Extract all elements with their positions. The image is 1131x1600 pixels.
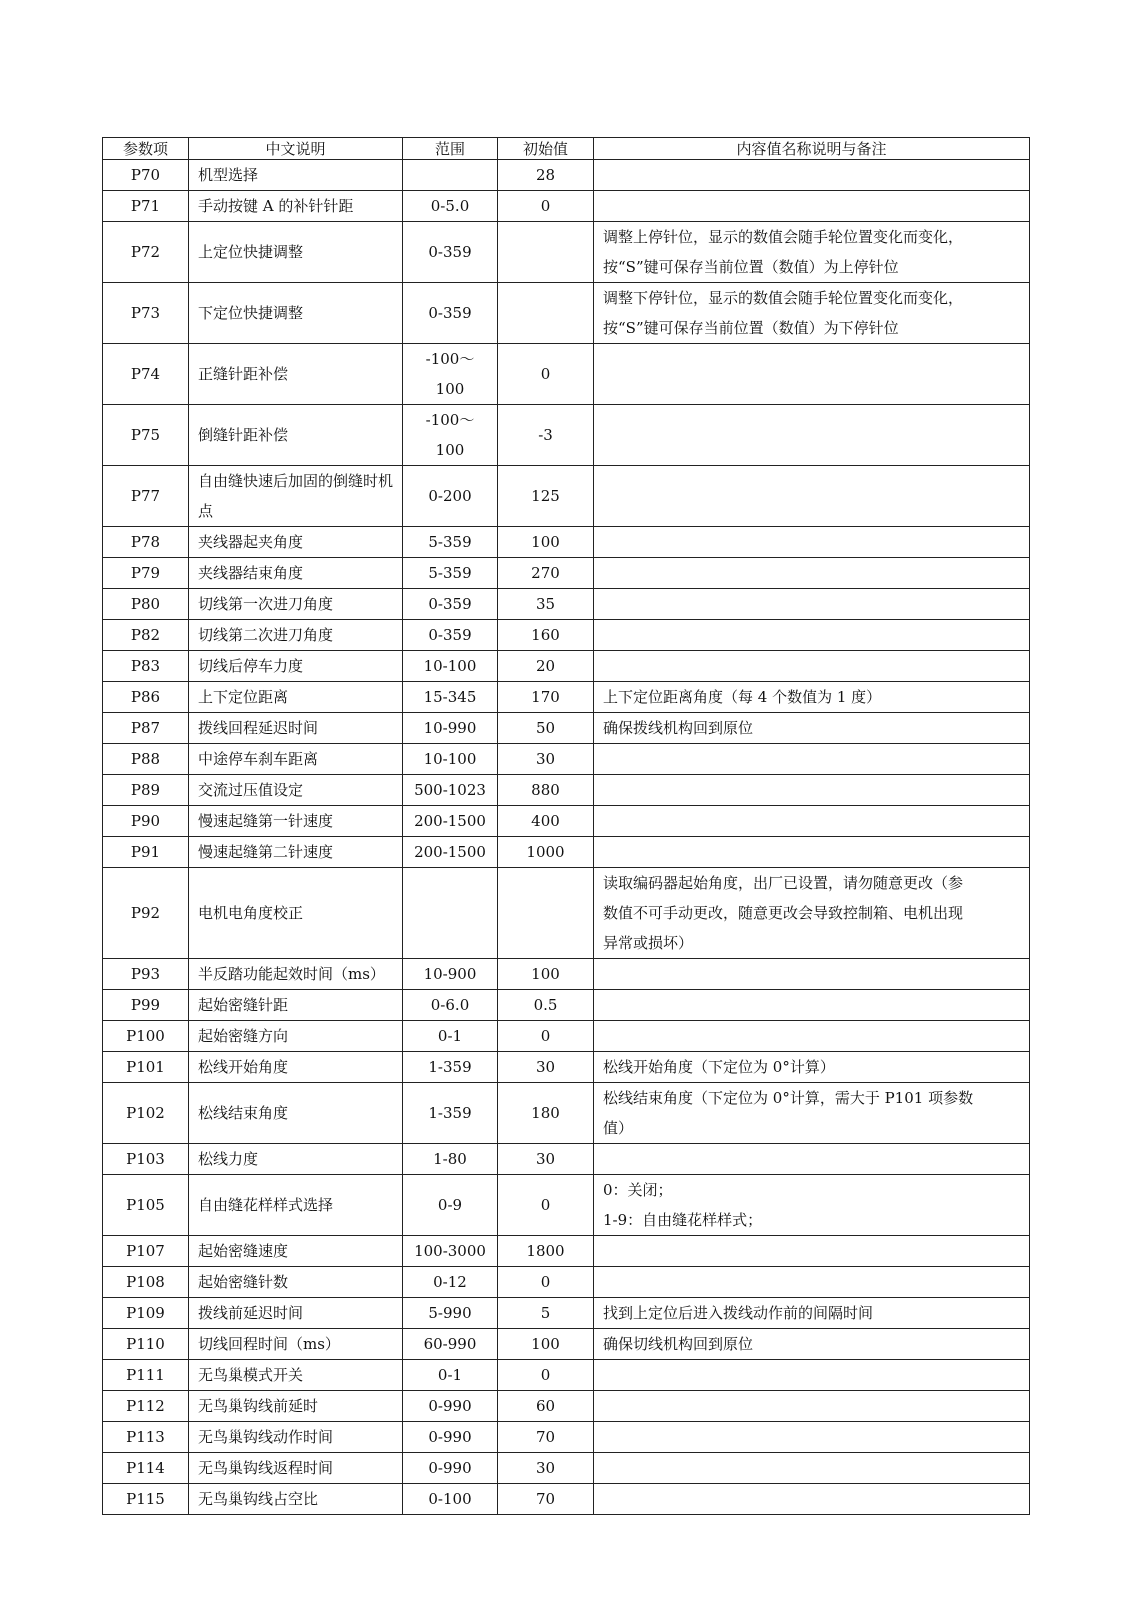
- param-note-cell: [594, 806, 1030, 837]
- table-row: [103, 1267, 1030, 1298]
- param-default-cell: 0: [498, 1267, 594, 1298]
- param-default-cell: 270: [498, 558, 594, 589]
- param-note-cell: [594, 959, 1030, 990]
- param-range-cell: 0-12: [403, 1267, 498, 1298]
- param-description-cell: 起始密缝速度: [189, 1236, 403, 1267]
- table-row: [103, 990, 1030, 1021]
- param-note-cell: [594, 160, 1030, 191]
- param-description-cell: 无鸟巢钩线前延时: [189, 1391, 403, 1422]
- table-row: [103, 1083, 1030, 1144]
- param-description-cell: 切线后停车力度: [189, 651, 403, 682]
- param-note-cell: [594, 1360, 1030, 1391]
- param-note-cell: [594, 1144, 1030, 1175]
- param-note-cell: [594, 1052, 1030, 1083]
- param-default-cell: 880: [498, 775, 594, 806]
- param-description-cell: 自由缝快速后加固的倒缝时机点: [189, 466, 403, 527]
- table-row: [103, 191, 1030, 222]
- table-row: [103, 744, 1030, 775]
- header-range: 范围: [403, 138, 498, 160]
- param-note-cell: [594, 651, 1030, 682]
- param-default-cell: 0.5: [498, 990, 594, 1021]
- param-description-cell: 自由缝花样样式选择: [189, 1175, 403, 1236]
- table-row: [103, 160, 1030, 191]
- param-code-cell: P87: [103, 713, 189, 744]
- table-row: [103, 1422, 1030, 1453]
- param-code-cell: P101: [103, 1052, 189, 1083]
- note-line: 松线开始角度（下定位为 0°计算）: [603, 1058, 835, 1076]
- param-default-cell: 100: [498, 527, 594, 558]
- param-range-cell: 0-1: [403, 1360, 498, 1391]
- note-line: 上下定位距离角度（每 4 个数值为 1 度）: [603, 688, 882, 706]
- note-line: 读取编码器起始角度，出厂已设置，请勿随意更改（参: [603, 874, 964, 892]
- table-row: [103, 1236, 1030, 1267]
- param-default-cell: 100: [498, 959, 594, 990]
- param-description-cell: 松线开始角度: [189, 1052, 403, 1083]
- param-description-cell: 倒缝针距补偿: [189, 405, 403, 466]
- param-description-cell: 起始密缝针数: [189, 1267, 403, 1298]
- table-row: [103, 1360, 1030, 1391]
- param-range-cell: 0-1: [403, 1021, 498, 1052]
- table-row: [103, 466, 1030, 527]
- note-line: 按“S”键可保存当前位置（数值）为上停针位: [603, 258, 899, 276]
- table-row: [103, 959, 1030, 990]
- param-code-cell: P113: [103, 1422, 189, 1453]
- param-description-cell: 切线回程时间（ms）: [189, 1329, 403, 1360]
- param-note-cell: [594, 1298, 1030, 1329]
- param-note-cell: [594, 589, 1030, 620]
- param-description-cell: 无鸟巢钩线返程时间: [189, 1453, 403, 1484]
- param-default-cell: 0: [498, 344, 594, 405]
- param-description-cell: 无鸟巢模式开关: [189, 1360, 403, 1391]
- param-description-cell: 上定位快捷调整: [189, 222, 403, 283]
- param-range-cell: [403, 868, 498, 959]
- param-range-cell: -100～100: [403, 405, 498, 466]
- param-range-cell: 200-1500: [403, 806, 498, 837]
- param-default-cell: 125: [498, 466, 594, 527]
- param-default-cell: 180: [498, 1083, 594, 1144]
- param-description-cell: 无鸟巢钩线占空比: [189, 1484, 403, 1515]
- header-note: 内容值名称说明与备注: [594, 138, 1030, 160]
- param-code-cell: P112: [103, 1391, 189, 1422]
- param-range-cell: 10-990: [403, 713, 498, 744]
- note-line: 找到上定位后进入拨线动作前的间隔时间: [603, 1304, 874, 1322]
- note-line: 松线结束角度（下定位为 0°计算，需大于 P101 项参数: [603, 1089, 974, 1107]
- param-code-cell: P83: [103, 651, 189, 682]
- param-description-cell: 电机电角度校正: [189, 868, 403, 959]
- param-default-cell: 30: [498, 1144, 594, 1175]
- param-note-cell: [594, 1484, 1030, 1515]
- param-default-cell: 20: [498, 651, 594, 682]
- param-default-cell: 30: [498, 1052, 594, 1083]
- param-note-cell: [594, 990, 1030, 1021]
- param-code-cell: P102: [103, 1083, 189, 1144]
- param-code-cell: P110: [103, 1329, 189, 1360]
- param-range-cell: 0-6.0: [403, 990, 498, 1021]
- table-row: [103, 775, 1030, 806]
- table-row: [103, 651, 1030, 682]
- param-code-cell: P70: [103, 160, 189, 191]
- param-note-cell: [594, 191, 1030, 222]
- param-description-cell: 切线第二次进刀角度: [189, 620, 403, 651]
- note-line: 值）: [603, 1119, 634, 1137]
- param-default-cell: 30: [498, 744, 594, 775]
- param-code-cell: P86: [103, 682, 189, 713]
- param-code-cell: P100: [103, 1021, 189, 1052]
- param-note-cell: [594, 1083, 1030, 1144]
- param-default-cell: 5: [498, 1298, 594, 1329]
- param-code-cell: P103: [103, 1144, 189, 1175]
- param-description-cell: 上下定位距离: [189, 682, 403, 713]
- table-row: [103, 1144, 1030, 1175]
- table-row: [103, 620, 1030, 651]
- table-row: [103, 1391, 1030, 1422]
- param-range-cell: 0-359: [403, 283, 498, 344]
- table-row: [103, 837, 1030, 868]
- param-range-cell: 0-359: [403, 222, 498, 283]
- table-row: [103, 1021, 1030, 1052]
- param-default-cell: 70: [498, 1422, 594, 1453]
- table-row: [103, 344, 1030, 405]
- param-description-cell: 拨线前延迟时间: [189, 1298, 403, 1329]
- note-line: 0：关闭；: [603, 1181, 673, 1199]
- param-range-cell: 1-359: [403, 1083, 498, 1144]
- param-note-cell: [594, 1267, 1030, 1298]
- note-line: 数值不可手动更改，随意更改会导致控制箱、电机出现: [603, 904, 964, 922]
- param-description-cell: 无鸟巢钩线动作时间: [189, 1422, 403, 1453]
- param-default-cell: 100: [498, 1329, 594, 1360]
- param-note-cell: [594, 1175, 1030, 1236]
- param-default-cell: 50: [498, 713, 594, 744]
- param-note-cell: [594, 344, 1030, 405]
- table-row: [103, 222, 1030, 283]
- note-line: 调整上停针位，显示的数值会随手轮位置变化而变化，: [603, 228, 964, 246]
- param-note-cell: [594, 527, 1030, 558]
- param-default-cell: [498, 868, 594, 959]
- param-note-cell: [594, 405, 1030, 466]
- param-default-cell: [498, 283, 594, 344]
- param-code-cell: P107: [103, 1236, 189, 1267]
- param-note-cell: [594, 744, 1030, 775]
- param-range-cell: 10-100: [403, 651, 498, 682]
- param-note-cell: [594, 466, 1030, 527]
- param-default-cell: 0: [498, 1175, 594, 1236]
- param-range-cell: 0-990: [403, 1453, 498, 1484]
- param-code-cell: P88: [103, 744, 189, 775]
- param-range-cell: -100～100: [403, 344, 498, 405]
- table-row: [103, 1484, 1030, 1515]
- param-default-cell: [498, 222, 594, 283]
- param-range-cell: 5-359: [403, 558, 498, 589]
- param-code-cell: P92: [103, 868, 189, 959]
- table-header-row: [103, 138, 1030, 160]
- table-row: [103, 527, 1030, 558]
- table-row: [103, 806, 1030, 837]
- param-default-cell: 28: [498, 160, 594, 191]
- param-range-cell: 10-100: [403, 744, 498, 775]
- param-code-cell: P73: [103, 283, 189, 344]
- param-description-cell: 正缝针距补偿: [189, 344, 403, 405]
- param-code-cell: P78: [103, 527, 189, 558]
- param-code-cell: P99: [103, 990, 189, 1021]
- param-default-cell: 70: [498, 1484, 594, 1515]
- param-default-cell: 170: [498, 682, 594, 713]
- note-line: 1-9：自由缝花样样式；: [603, 1211, 763, 1229]
- param-range-cell: 0-359: [403, 589, 498, 620]
- param-description-cell: 半反踏功能起效时间（ms）: [189, 959, 403, 990]
- table-row: [103, 1329, 1030, 1360]
- param-range-cell: 1-359: [403, 1052, 498, 1083]
- param-range-cell: 0-9: [403, 1175, 498, 1236]
- param-note-cell: [594, 775, 1030, 806]
- param-code-cell: P91: [103, 837, 189, 868]
- param-code-cell: P108: [103, 1267, 189, 1298]
- param-code-cell: P77: [103, 466, 189, 527]
- param-code-cell: P89: [103, 775, 189, 806]
- param-range-cell: 15-345: [403, 682, 498, 713]
- param-description-cell: 夹线器结束角度: [189, 558, 403, 589]
- param-note-cell: [594, 1236, 1030, 1267]
- param-range-cell: 60-990: [403, 1329, 498, 1360]
- param-description-cell: 下定位快捷调整: [189, 283, 403, 344]
- param-range-cell: 500-1023: [403, 775, 498, 806]
- param-code-cell: P74: [103, 344, 189, 405]
- param-code-cell: P79: [103, 558, 189, 589]
- param-default-cell: 400: [498, 806, 594, 837]
- param-default-cell: 0: [498, 191, 594, 222]
- param-code-cell: P82: [103, 620, 189, 651]
- param-default-cell: 1000: [498, 837, 594, 868]
- note-line: 异常或损坏）: [603, 934, 694, 952]
- param-note-cell: [594, 1453, 1030, 1484]
- param-note-cell: [594, 283, 1030, 344]
- table-row: [103, 1175, 1030, 1236]
- param-note-cell: [594, 558, 1030, 589]
- header-code: 参数项: [103, 138, 189, 160]
- table-row: [103, 405, 1030, 466]
- param-range-cell: 0-5.0: [403, 191, 498, 222]
- note-line: 按“S”键可保存当前位置（数值）为下停针位: [603, 319, 899, 337]
- table-body: [103, 160, 1030, 1515]
- note-line: 调整下停针位，显示的数值会随手轮位置变化而变化，: [603, 289, 964, 307]
- table-row: [103, 283, 1030, 344]
- param-code-cell: P72: [103, 222, 189, 283]
- param-default-cell: 0: [498, 1360, 594, 1391]
- param-default-cell: 160: [498, 620, 594, 651]
- param-default-cell: 30: [498, 1453, 594, 1484]
- param-code-cell: P71: [103, 191, 189, 222]
- param-range-cell: [403, 160, 498, 191]
- param-range-cell: 5-990: [403, 1298, 498, 1329]
- parameter-table: [102, 137, 1030, 1515]
- param-note-cell: [594, 222, 1030, 283]
- param-code-cell: P75: [103, 405, 189, 466]
- param-range-cell: 0-359: [403, 620, 498, 651]
- param-description-cell: 夹线器起夹角度: [189, 527, 403, 558]
- param-note-cell: [594, 713, 1030, 744]
- param-default-cell: 0: [498, 1021, 594, 1052]
- param-note-cell: [594, 620, 1030, 651]
- param-note-cell: [594, 837, 1030, 868]
- header-description: 中文说明: [189, 138, 403, 160]
- note-line: 确保切线机构回到原位: [603, 1335, 754, 1353]
- param-note-cell: [594, 1329, 1030, 1360]
- param-description-cell: 手动按键 A 的补针针距: [189, 191, 403, 222]
- table-row: [103, 1052, 1030, 1083]
- param-note-cell: [594, 868, 1030, 959]
- param-range-cell: 1-80: [403, 1144, 498, 1175]
- param-description-cell: 起始密缝方向: [189, 1021, 403, 1052]
- param-description-cell: 切线第一次进刀角度: [189, 589, 403, 620]
- param-range-cell: 0-100: [403, 1484, 498, 1515]
- table-row: [103, 868, 1030, 959]
- param-range-cell: 0-200: [403, 466, 498, 527]
- param-code-cell: P114: [103, 1453, 189, 1484]
- param-range-cell: 200-1500: [403, 837, 498, 868]
- param-range-cell: 5-359: [403, 527, 498, 558]
- header-default: 初始值: [498, 138, 594, 160]
- param-code-cell: P111: [103, 1360, 189, 1391]
- param-description-cell: 起始密缝针距: [189, 990, 403, 1021]
- param-code-cell: P109: [103, 1298, 189, 1329]
- table-row: [103, 1453, 1030, 1484]
- param-description-cell: 机型选择: [189, 160, 403, 191]
- note-line: 确保拨线机构回到原位: [603, 719, 754, 737]
- param-default-cell: 1800: [498, 1236, 594, 1267]
- param-note-cell: [594, 1391, 1030, 1422]
- param-range-cell: 10-900: [403, 959, 498, 990]
- param-description-cell: 松线力度: [189, 1144, 403, 1175]
- param-description-cell: 拨线回程延迟时间: [189, 713, 403, 744]
- param-default-cell: 35: [498, 589, 594, 620]
- param-description-cell: 交流过压值设定: [189, 775, 403, 806]
- param-description-cell: 慢速起缝第二针速度: [189, 837, 403, 868]
- param-code-cell: P115: [103, 1484, 189, 1515]
- param-code-cell: P90: [103, 806, 189, 837]
- param-range-cell: 0-990: [403, 1422, 498, 1453]
- param-note-cell: [594, 1021, 1030, 1052]
- table-row: [103, 713, 1030, 744]
- param-note-cell: [594, 682, 1030, 713]
- param-default-cell: -3: [498, 405, 594, 466]
- param-description-cell: 慢速起缝第一针速度: [189, 806, 403, 837]
- param-range-cell: 0-990: [403, 1391, 498, 1422]
- table-row: [103, 558, 1030, 589]
- param-note-cell: [594, 1422, 1030, 1453]
- param-default-cell: 60: [498, 1391, 594, 1422]
- table-row: [103, 1298, 1030, 1329]
- param-code-cell: P80: [103, 589, 189, 620]
- param-code-cell: P105: [103, 1175, 189, 1236]
- table-row: [103, 589, 1030, 620]
- param-description-cell: 松线结束角度: [189, 1083, 403, 1144]
- param-code-cell: P93: [103, 959, 189, 990]
- param-description-cell: 中途停车刹车距离: [189, 744, 403, 775]
- param-range-cell: 100-3000: [403, 1236, 498, 1267]
- table-row: [103, 682, 1030, 713]
